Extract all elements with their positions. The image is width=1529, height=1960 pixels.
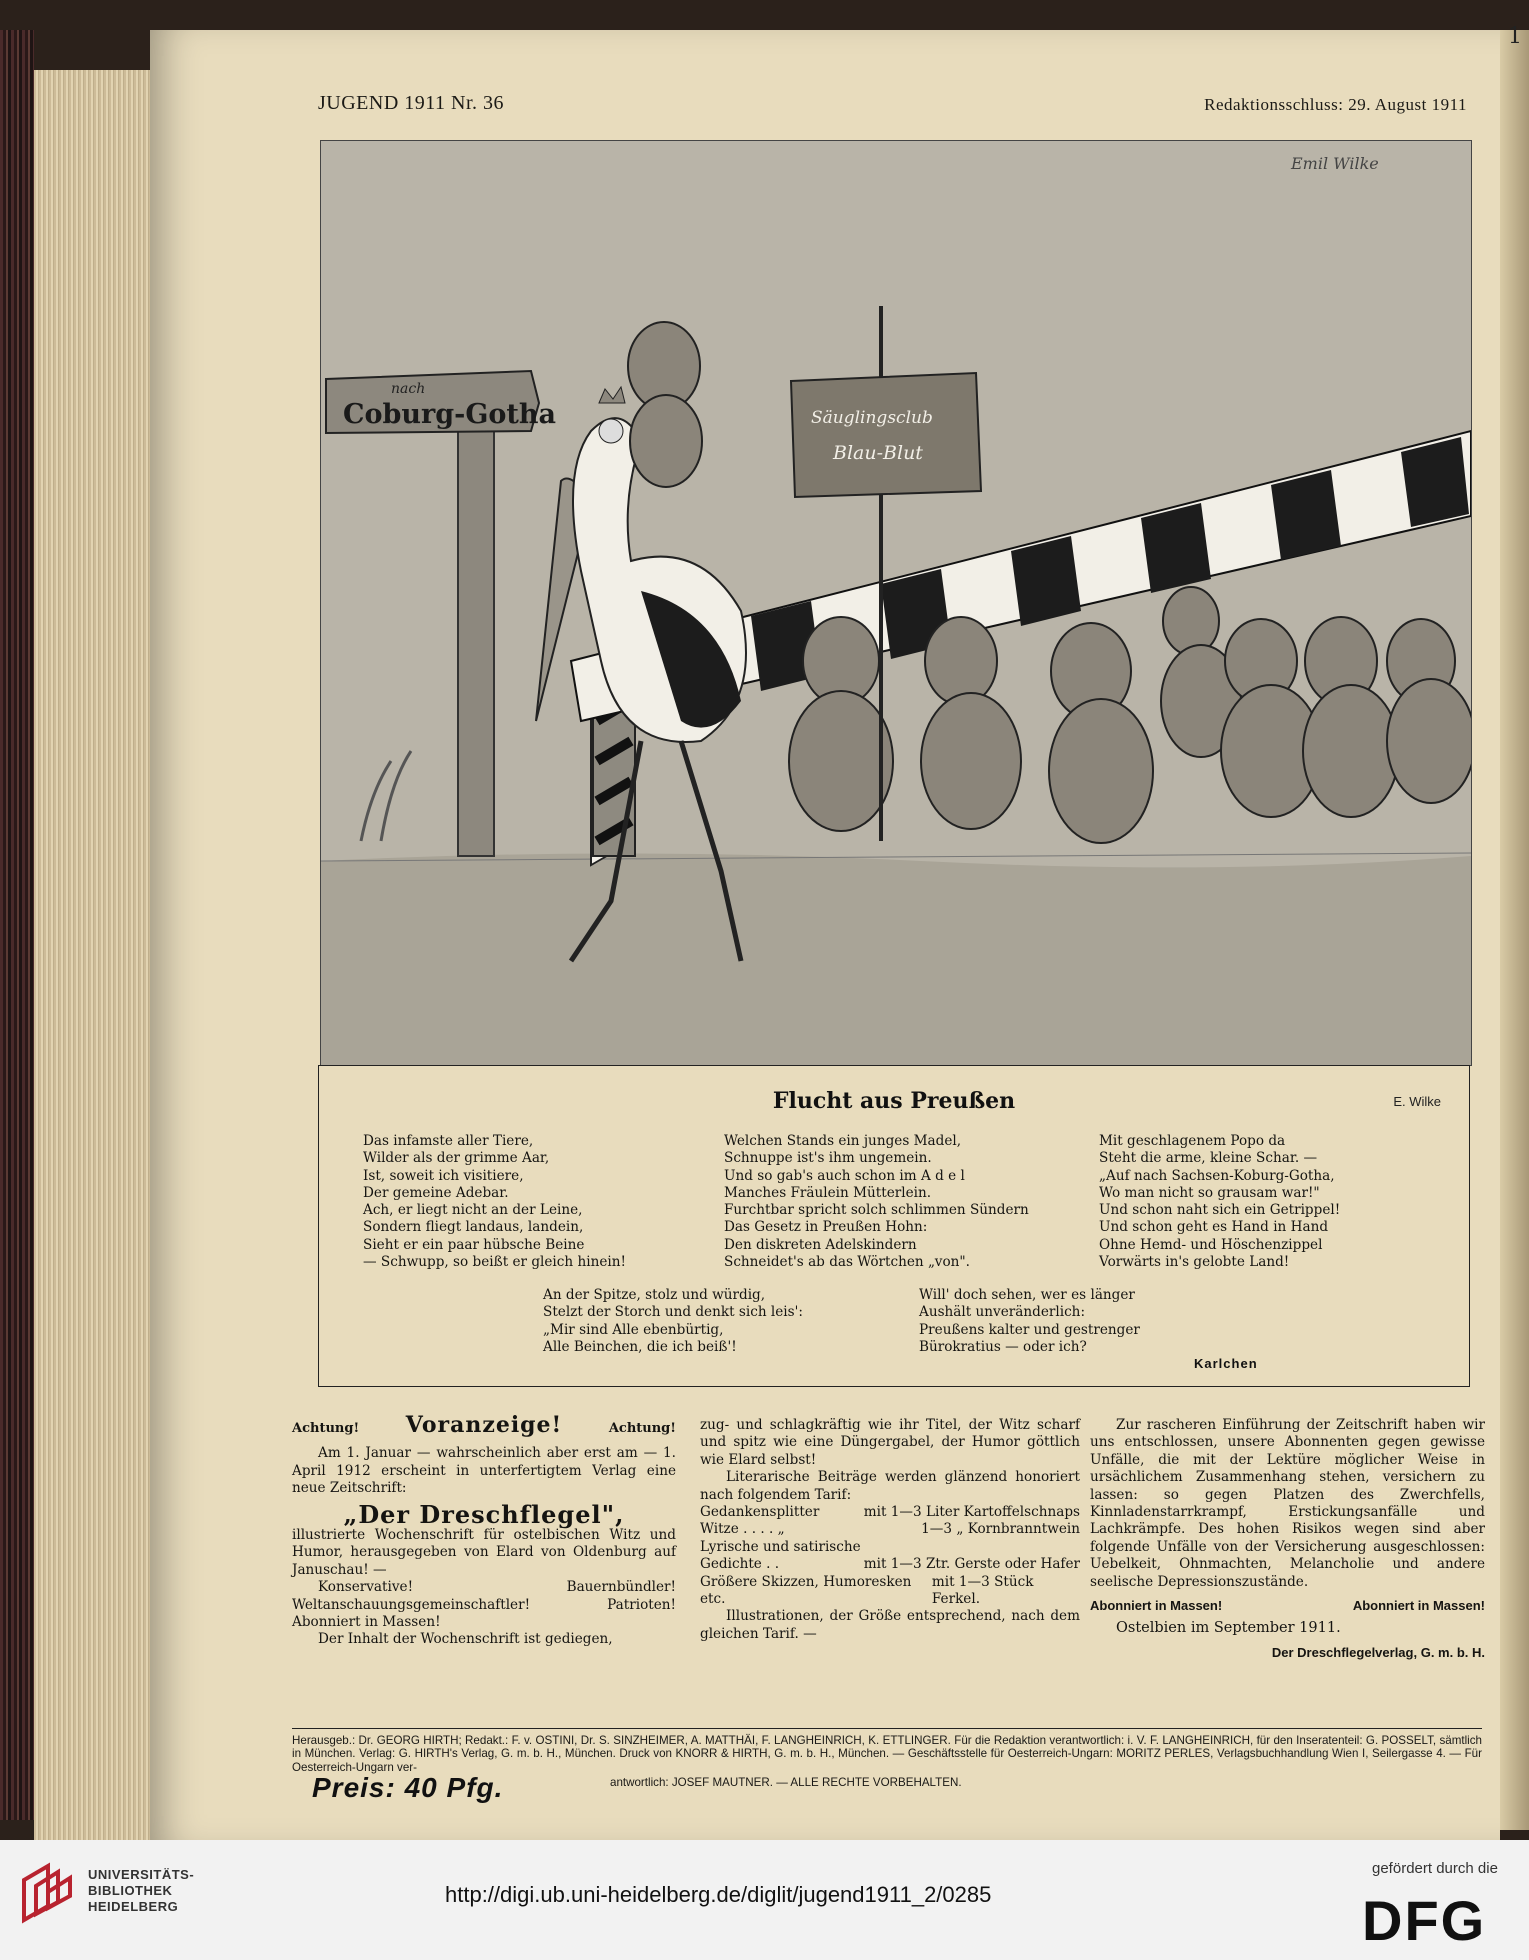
- funded-by-label: gefördert durch die: [1372, 1860, 1498, 1877]
- book-spine: [0, 30, 34, 1820]
- rate-row: Größere Skizzen, Humoresken etc. mit 1—3 Stück Ferkel.: [700, 1573, 1034, 1608]
- poem-stanza-5: Will' doch sehen, wer es länger Aushält unveränderlich: Preußens kalter und gestrenger Bürokratius — oder ich?: [919, 1287, 1140, 1355]
- rate-row: Witze . . . . „ 1—3 „ Kornbranntwein: [700, 1521, 1080, 1538]
- imprint-text: Herausgeb.: Dr. GEORG HIRTH; Redakt.: F. v. OSTINI, Dr. S. SINZHEIMER, A. MATTHÄI, F. LANGHEINRICH, K. ETTLINGER. Für die Redaktion verantwortlich: i. V. F. LANGHEINRICH, für den Inseratenteil: G. POSSELT, sämtlich in München. Verlag: G. HIRTH's Verlag, G. m. b. H., München. Druck von KNORR & HIRTH, G. m. b. H., München. — Geschäftsstelle für Oesterreich-Ungarn: MORITZ PERLES, Verlagsbuchhandlung Wien I, Seilergasse 4. — Für Oesterreich-Ungarn ver-: [292, 1734, 1482, 1774]
- ad-content-cont: zug- und schlagkräftig wie ihr Titel, der Witz scharf und spitz wie eine Düngergabel, der Humor göttlich wie Elard selbst!: [700, 1417, 1080, 1468]
- subscribe-right: Abonniert in Massen!: [1352, 1598, 1485, 1614]
- place-date: Ostelbien im September 1911.: [1116, 1620, 1341, 1637]
- poem-stanza-1: Das infamste aller Tiere, Wilder als der grimme Aar, Ist, soweit ich visitiere, Der gemeine Adebar. Ach, er liegt nicht an der Leine, Sondern fliegt landaus, landein, Sieht er ein paar hübsche Beine — Schwupp, so beißt er gleich hinein!: [363, 1133, 626, 1271]
- price-label: Preis: 40 Pfg.: [312, 1772, 504, 1803]
- ad-payment: Literarische Beiträge werden glänzend honoriert nach folgendem Tarif:: [700, 1469, 1080, 1503]
- cartoon-illustration: [320, 140, 1472, 1066]
- poem-box: [318, 1065, 1470, 1387]
- ad-insurance: Zur rascheren Einführung der Zeitschrift haben wir uns entschlossen, unsere Abonnenten gegen gewisse Unfälle, die mit der Lektüre möglicher Weise in ursächlichem Zusammenhang stehen, versichern zu lassen: so gegen Platzen des Zwerchfells, Kinnladenstarrkrampf, Erstickungsanfälle und Lachkrämpfe. Des hohen Risikos wegen sind aber folgende Unfälle von der Versicherung ausgeschlossen: Uebelkeit, Ohnmachten, Melancholie und andere seelische Depressionszustände.: [1090, 1417, 1485, 1590]
- subscribe-row: [1090, 1597, 1485, 1614]
- poem-signoff: Karlchen: [1194, 1356, 1258, 1371]
- ad-headline: Voranzeige!: [405, 1412, 563, 1438]
- viewer-footer: [0, 1840, 1529, 1960]
- facing-page-edge: [1500, 30, 1529, 1830]
- rate-row: Gedichte . . mit 1—3 Ztr. Gerste oder Hafer: [700, 1556, 1080, 1573]
- permalink-url[interactable]: http://digi.ub.uni-heidelberg.de/diglit/jugend1911_2/0285: [445, 1882, 992, 1907]
- signpost-text: Coburg-Gotha: [343, 399, 556, 430]
- poem-title: Flucht aus Preußen: [772, 1088, 1016, 1114]
- poem-stanza-2: Welchen Stands ein junges Madel, Schnuppe ist's ihm ungemein. Und so gab's auch schon im A d e l Manches Fräulein Mütterlein. Furchtbar spricht solch schlimmen Sündern Das Gesetz in Preußen Hohn: Den diskreten Adelskindern Schneidet's ab das Wörtchen „von".: [724, 1133, 1029, 1271]
- artist-signature: Emil Wilke: [1291, 154, 1379, 173]
- ad-column-2: [700, 1417, 1080, 1643]
- issue-label: JUGEND 1911 Nr. 36: [318, 92, 505, 114]
- ad-intro: Am 1. Januar — wahrscheinlich aber erst am — 1. April 1912 erscheint in unterfertigtem Verlag eine neue Zeitschrift:: [292, 1445, 676, 1497]
- university-logo-icon: [18, 1860, 80, 1924]
- poem-stanza-4: An der Spitze, stolz und würdig, Stelzt der Storch und denkt sich leis': „Mir sind Alle ebenbürtig, Alle Beinchen, die ich beiß'!: [543, 1287, 803, 1355]
- poem-author: E. Wilke: [1393, 1094, 1441, 1109]
- subscribe-left: Abonniert in Massen!: [1090, 1598, 1223, 1614]
- attention-left: Achtung!: [292, 1421, 360, 1436]
- banner-line1: Säuglingsclub: [811, 408, 933, 428]
- institution-name: UNIVERSITÄTS- BIBLIOTHEK HEIDELBERG: [88, 1867, 195, 1914]
- rights-text: antwortlich: JOSEF MAUTNER. — ALLE RECHTE VORBEHALTEN.: [610, 1776, 962, 1789]
- imprint-rule: [292, 1728, 1482, 1729]
- ad-column-1: [292, 1412, 676, 1649]
- poem-stanza-3: Mit geschlagenem Popo da Steht die arme, kleine Schar. — „Auf nach Sachsen-Koburg-Gotha, Wo man nicht so grausam war!" Und schon naht sich ein Getrippel! Und schon geht es Hand in Hand Ohne Hemd- und Höschenzippel Vorwärts in's gelobte Land!: [1099, 1133, 1341, 1271]
- attention-right: Achtung!: [608, 1421, 676, 1436]
- deadline-label: Redaktionsschluss: 29. August 1911: [1204, 95, 1467, 114]
- signpost-small-text: nach: [391, 381, 426, 397]
- rate-row: Gedankensplitter mit 1—3 Liter Kartoffelschnaps: [700, 1504, 1080, 1521]
- page-edges: [34, 70, 154, 1840]
- ad-column-3: [1090, 1417, 1485, 1661]
- facing-page-char: 1: [1508, 24, 1522, 49]
- ad-headline-row: [292, 1412, 676, 1438]
- ad-description: illustrierte Wochenschrift für ostelbischen Witz und Humor, herausgegeben von Elard von Oldenburg auf Januschau! —: [292, 1527, 676, 1578]
- ad-content-start: Der Inhalt der Wochenschrift ist gediegen,: [318, 1631, 613, 1648]
- ad-illustrations: Illustrationen, der Größe entsprechend, nach dem gleichen Tarif. —: [700, 1608, 1080, 1642]
- publisher-sign: Der Dreschflegelverlag, G. m. b. H.: [1271, 1644, 1485, 1660]
- rate-row: Lyrische und satirische: [700, 1538, 861, 1555]
- dfg-logo: DFG: [1362, 1889, 1487, 1952]
- ad-audience: Konservative! Bauernbündler! Weltanschauungsgemeinschaftler! Patrioten! Abonniert in Massen!: [292, 1579, 676, 1631]
- club-banner: [791, 373, 981, 497]
- magazine-name: „Der Dreschflegel",: [343, 1499, 625, 1529]
- banner-line2: Blau-Blut: [833, 442, 923, 464]
